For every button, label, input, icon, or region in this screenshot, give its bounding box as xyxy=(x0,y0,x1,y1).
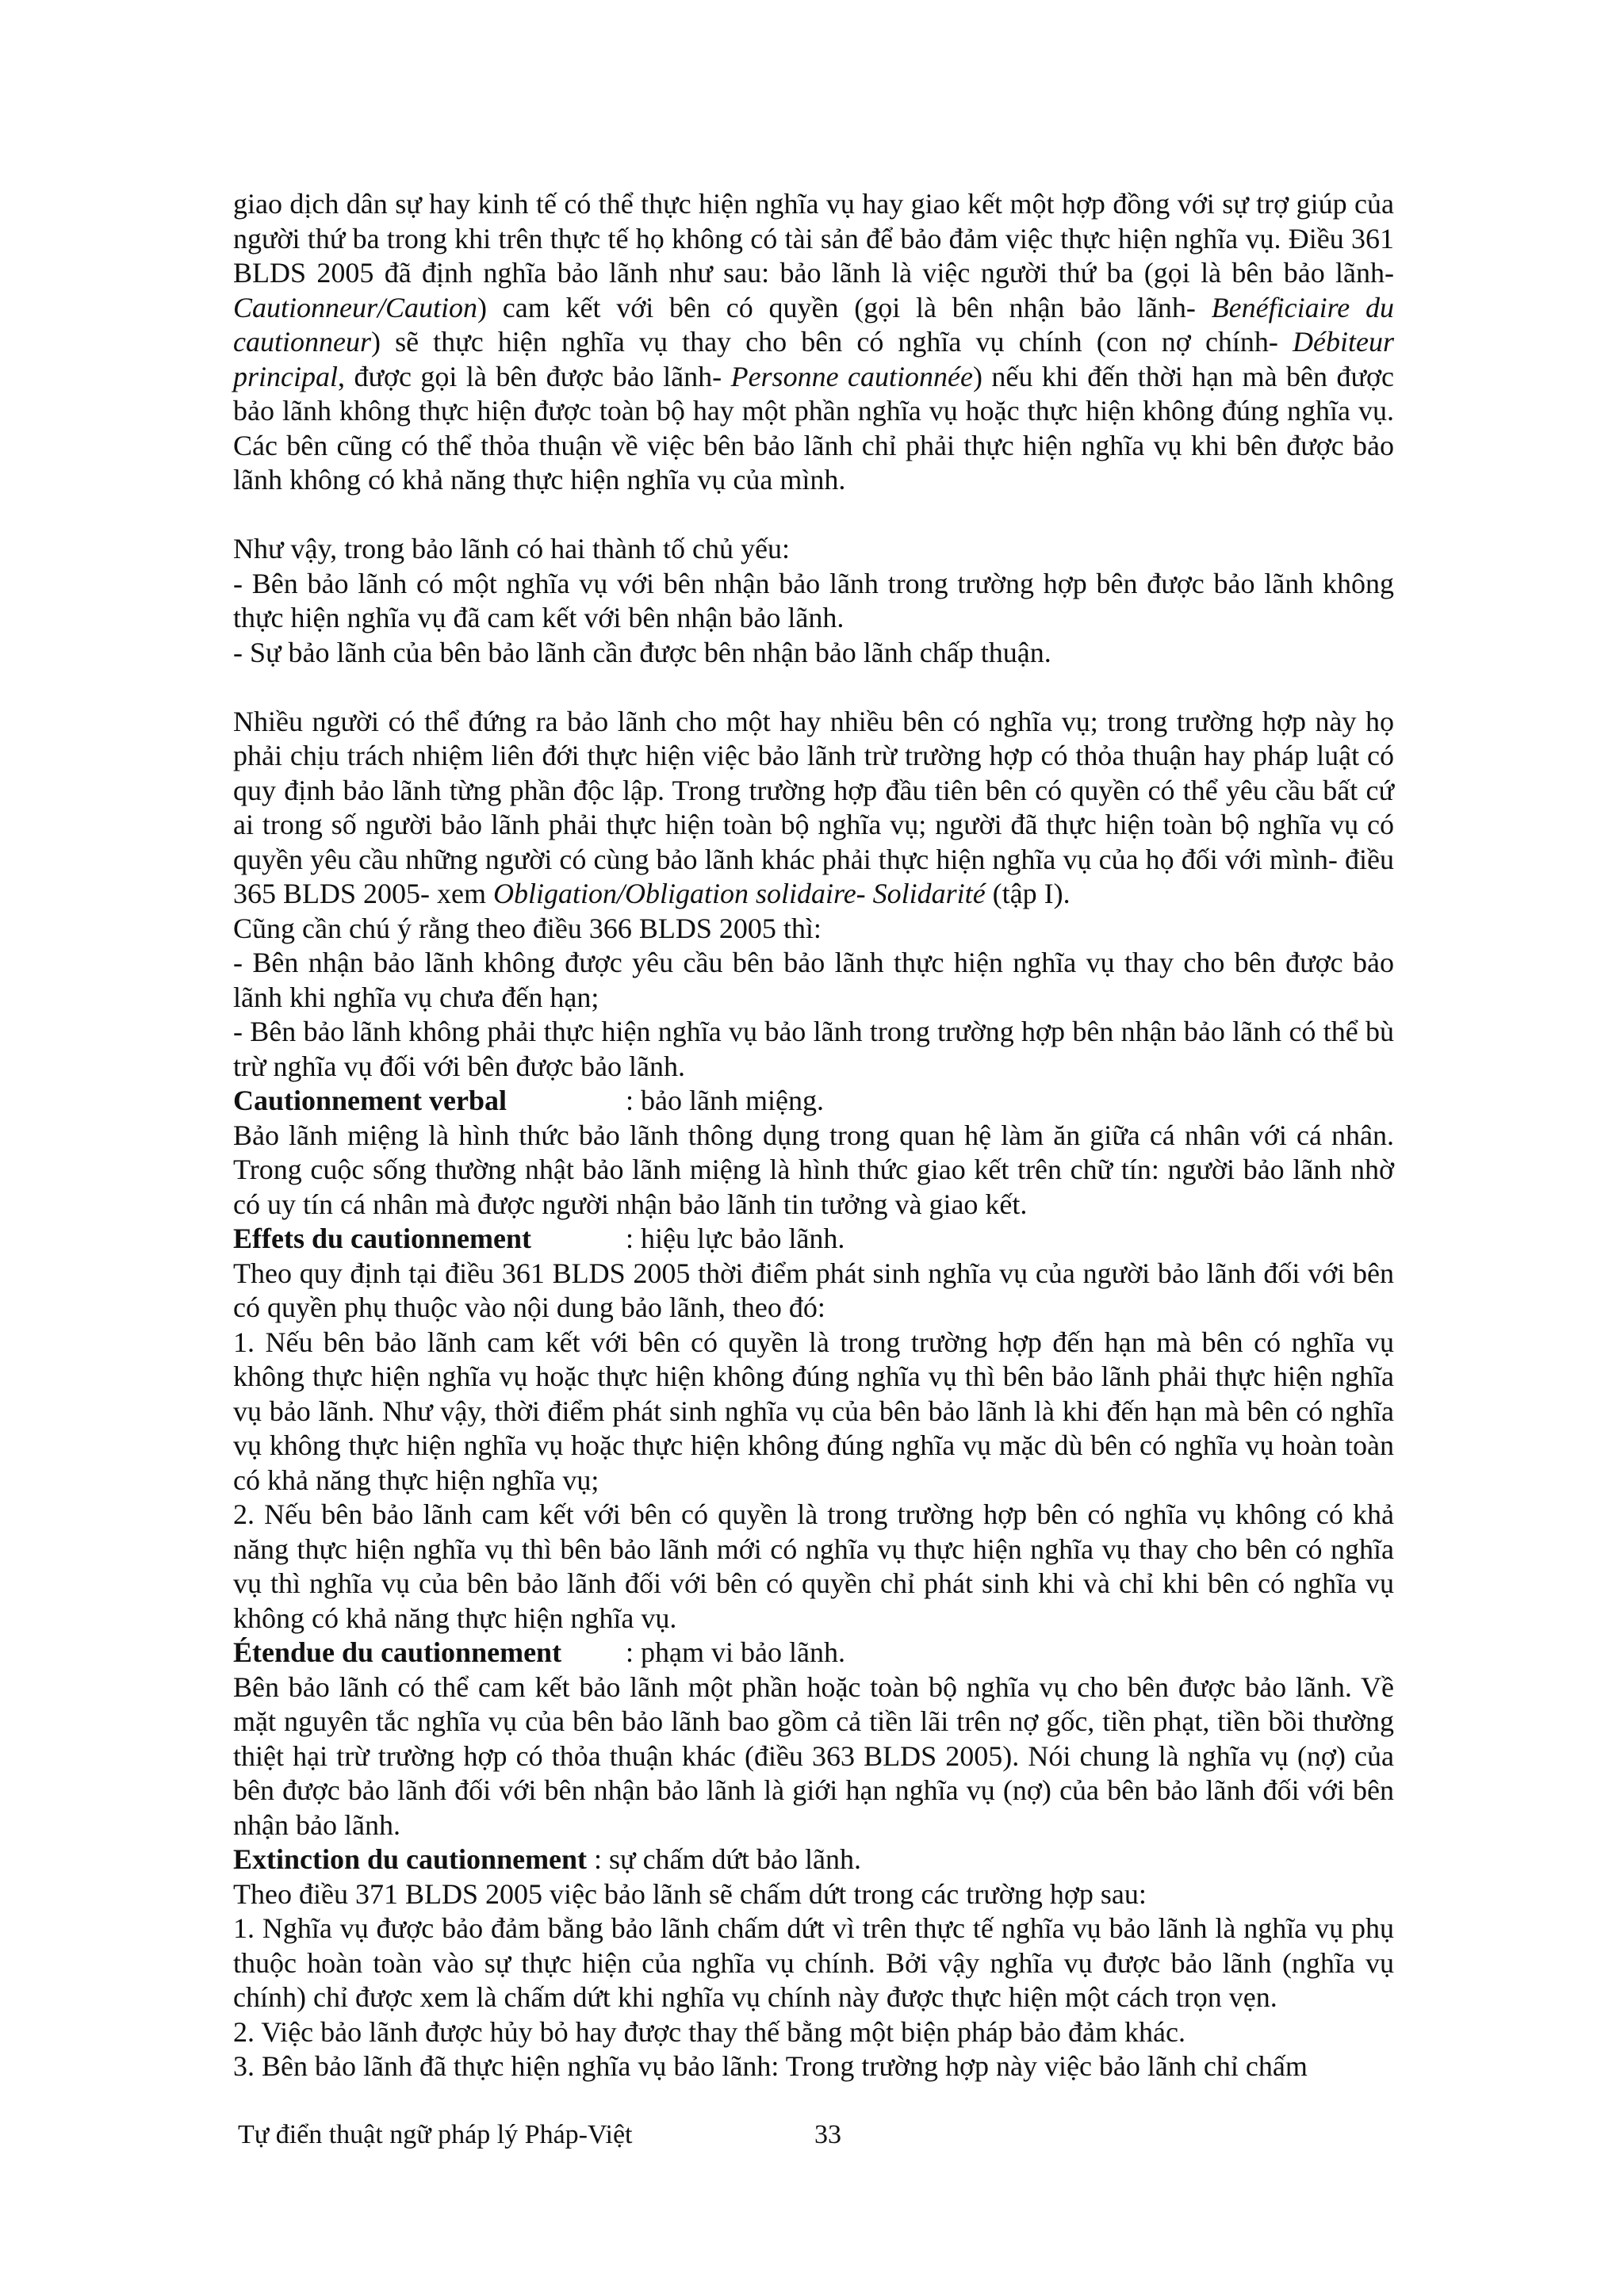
footer-title: Tự điển thuật ngữ pháp lý Pháp-Việt xyxy=(238,2120,633,2149)
list-item: - Bên bảo lãnh không phải thực hiện nghĩa vụ bảo lãnh trong trường hợp bên nhận bảo lãnh có thể bù trừ nghĩa vụ đối với bên được bảo lãnh. xyxy=(233,1016,1394,1082)
page-footer xyxy=(238,2116,1396,2154)
entry-text: Bảo lãnh miệng là hình thức bảo lãnh thông dụng trong quan hệ làm ăn giữa cá nhân với cá nhân. Trong cuộc sống thường nhật bảo lãnh miệng là hình thức giao kết trên chữ tín: người bảo lãnh nhờ có uy tín cá nhân mà được người nhận bảo lãnh tin tưởng và giao kết. xyxy=(233,1119,1394,1220)
list-item: - Bên nhận bảo lãnh không được yêu cầu bên bảo lãnh thực hiện nghĩa vụ thay cho bên được bảo lãnh khi nghĩa vụ chưa đến hạn; xyxy=(233,947,1394,1013)
list-item: 1. Nếu bên bảo lãnh cam kết với bên có quyền là trong trường hợp đến hạn mà bên có nghĩa vụ không thực hiện nghĩa vụ hoặc thực hiện không đúng nghĩa vụ thì bên bảo lãnh phải thực hiện nghĩa vụ bảo lãnh. Như vậy, thời điểm phát sinh nghĩa vụ của bên bảo lãnh là khi đến hạn mà bên có nghĩa vụ không thực hiện nghĩa vụ hoặc thực hiện không đúng nghĩa vụ mặc dù bên có nghĩa vụ hoàn toàn có khả năng thực hiện nghĩa vụ; xyxy=(233,1326,1394,1496)
entry-term: Cautionnement verbal xyxy=(233,1085,507,1116)
document-body xyxy=(233,187,1394,2084)
term-italic: Obligation/Obligation solidaire- Solidarité xyxy=(493,878,986,909)
term-italic: Débiteur principal xyxy=(233,326,1394,392)
term-italic: Benéficiaire du cautionneur xyxy=(233,291,1394,358)
list-item: 2. Nếu bên bảo lãnh cam kết với bên có quyền là trong trường hợp bên có nghĩa vụ không có khả năng thực hiện nghĩa vụ thì bên bảo lãnh mới có nghĩa vụ thực hiện nghĩa vụ thay cho bên có nghĩa vụ thì nghĩa vụ của bên bảo lãnh đối với bên có quyền chỉ phát sinh khi và chỉ khi bên có nghĩa vụ không có khả năng thực hiện nghĩa vụ. xyxy=(233,1498,1394,1634)
entry-definition: : hiệu lực bảo lãnh. xyxy=(626,1223,845,1254)
blank-line xyxy=(233,670,1394,705)
entry-heading xyxy=(233,1636,1394,1670)
entry-term: Étendue du cautionnement xyxy=(233,1636,562,1668)
term-italic: Personne cautionnée xyxy=(730,360,973,392)
paragraph-note: Cũng cần chú ý rằng theo điều 366 BLDS 2005 thì: xyxy=(233,912,822,944)
list-item: 3. Bên bảo lãnh đã thực hiện nghĩa vụ bảo lãnh: Trong trường hợp này việc bảo lãnh chỉ chấm xyxy=(233,2050,1308,2082)
entry-text: Theo quy định tại điều 361 BLDS 2005 thời điểm phát sinh nghĩa vụ của người bảo lãnh đối với bên có quyền phụ thuộc vào nội dung bảo lãnh, theo đó: xyxy=(233,1257,1394,1323)
entry-definition: : phạm vi bảo lãnh. xyxy=(626,1636,845,1668)
entry-text: Bên bảo lãnh có thể cam kết bảo lãnh một phần hoặc toàn bộ nghĩa vụ cho bên được bảo lãnh. Về mặt nguyên tắc nghĩa vụ của bên bảo lãnh bao gồm cả tiền lãi trên nợ gốc, tiền phạt, tiền bồi thường thiệt hại trừ trường hợp có thỏa thuận khác (điều 363 BLDS 2005). Nói chung là nghĩa vụ (nợ) của bên được bảo lãnh đối với bên nhận bảo lãnh là giới hạn nghĩa vụ (nợ) của bên bảo lãnh đối với bên nhận bảo lãnh. xyxy=(233,1670,1394,1841)
entry-text: Theo điều 371 BLDS 2005 việc bảo lãnh sẽ chấm dứt trong các trường hợp sau: xyxy=(233,1877,1147,1910)
term-italic: Cautionneur/Caution xyxy=(233,291,478,323)
entry-heading xyxy=(233,1084,1394,1119)
entry-term: Effets du cautionnement xyxy=(233,1223,531,1254)
entry-heading xyxy=(233,1843,1394,1877)
blank-line xyxy=(233,498,1394,533)
list-item: 2. Việc bảo lãnh được hủy bỏ hay được thay thế bằng một biện pháp bảo đảm khác. xyxy=(233,2015,1185,2048)
entry-heading xyxy=(233,1222,1394,1257)
list-item: - Bên bảo lãnh có một nghĩa vụ với bên nhận bảo lãnh trong trường hợp bên được bảo lãnh không thực hiện nghĩa vụ đã cam kết với bên nhận bảo lãnh. xyxy=(233,567,1394,633)
entry-term: Extinction du cautionnement xyxy=(233,1843,588,1875)
list-item: 1. Nghĩa vụ được bảo đảm bằng bảo lãnh chấm dứt vì trên thực tế nghĩa vụ bảo lãnh là nghĩa vụ phụ thuộc hoàn toàn vào sự thực hiện của nghĩa vụ chính. Bởi vậy nghĩa vụ được bảo lãnh (nghĩa vụ chính) chỉ được xem là chấm dứt khi nghĩa vụ chính này được thực hiện một cách trọn vẹn. xyxy=(233,1912,1394,2013)
paragraph-elements-intro: Như vậy, trong bảo lãnh có hai thành tố chủ yếu: xyxy=(233,533,790,564)
entry-definition: : sự chấm dứt bảo lãnh. xyxy=(587,1843,862,1875)
page-number: 33 xyxy=(814,2120,841,2149)
paragraph-definition: giao dịch dân sự hay kinh tế có thể thực hiện nghĩa vụ hay giao kết một hợp đồng với sự trợ giúp của người thứ ba trong khi trên thực tế họ không có tài sản để bảo đảm việc thực hiện nghĩa vụ. Điều 361 BLDS 2005 đã định nghĩa bảo lãnh như sau: bảo lãnh là việc người thứ ba (gọi là bên bảo lãnh- Cautionneur/Caution) cam kết với bên có quyền (gọi là bên nhận bảo lãnh- Benéficiaire du cautionneur) sẽ thực hiện nghĩa vụ thay cho bên có nghĩa vụ chính (con nợ chính- Débiteur principal, được gọi là bên được bảo lãnh- Personne cautionnée) nếu khi đến thời hạn mà bên được bảo lãnh không thực hiện được toàn bộ hay một phần nghĩa vụ hoặc thực hiện không đúng nghĩa vụ. Các bên cũng có thể thỏa thuận về việc bên bảo lãnh chỉ phải thực hiện nghĩa vụ khi bên được bảo lãnh không có khả năng thực hiện nghĩa vụ của mình. xyxy=(233,188,1395,496)
entry-definition: : bảo lãnh miệng. xyxy=(626,1085,824,1116)
paragraph-joint-guarantee: Nhiều người có thể đứng ra bảo lãnh cho một hay nhiều bên có nghĩa vụ; trong trường hợp này họ phải chịu trách nhiệm liên đới thực hiện việc bảo lãnh trừ trường hợp có thỏa thuận hay pháp luật có quy định bảo lãnh từng phần độc lập. Trong trường hợp đầu tiên bên có quyền có thể yêu cầu bất cứ ai trong số người bảo lãnh phải thực hiện toàn bộ nghĩa vụ; người đã thực hiện toàn bộ nghĩa vụ có quyền yêu cầu những người có cùng bảo lãnh khác phải thực hiện nghĩa vụ của họ đối với mình- điều 365 BLDS 2005- xem Obligation/Obligation solidaire- Solidarité (tập I). xyxy=(233,705,1394,909)
list-item: - Sự bảo lãnh của bên bảo lãnh cần được bên nhận bảo lãnh chấp thuận. xyxy=(233,636,1051,668)
